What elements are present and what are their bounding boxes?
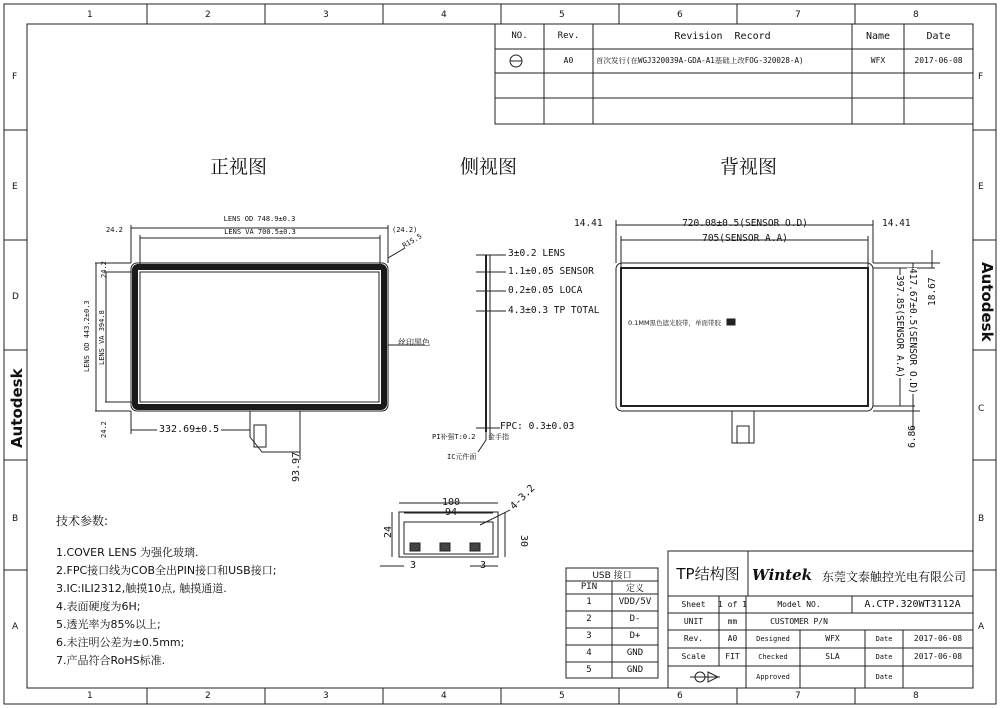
usb-def-2: D- [629,614,641,624]
back-shading-tape-note: 0.1MM黑色遮光胶带，单面带胶 [628,319,722,327]
zone-row-f-right: F [978,72,984,82]
side-loca-thickness: 0.2±0.05 LOCA [508,285,583,296]
wintek-logo: Wintek [752,566,813,584]
usb-pin-1: 1 [586,597,592,607]
zone-col-3-bottom: 3 [323,691,329,701]
zone-col-1-bottom: 1 [87,691,93,701]
zone-col-6: 6 [677,10,683,20]
autodesk-brand-left: Autodesk [8,368,26,448]
back-top-margin: 18.67 [927,277,938,306]
projection-symbol-icon [688,670,722,684]
zone-col-1: 1 [87,10,93,20]
zone-row-c-right: C [978,404,985,414]
rev-header-rev: Rev. [557,31,580,41]
usb-def-4: GND [626,648,644,658]
approved-date-label: Date [875,672,893,681]
back-right-margin: 14.41 [882,218,911,229]
rev-value: A0 [727,634,738,643]
checked-label: Checked [758,652,788,661]
side-lens-thickness: 3±0.2 LENS [508,248,566,259]
front-silk-print-note: 丝印黑色 [398,338,430,347]
title-block-title: TP结构图 [676,565,740,583]
rev-row1-name: WFX [870,56,886,65]
front-radius: R15.5 [401,232,424,250]
side-pi-stiffener: PI补强T:0.2 [432,433,476,441]
tech-param-1: 1.COVER LENS 为强化玻璃. [56,546,199,559]
model-label: Model NO. [777,599,821,609]
usb-pin-5: 5 [586,664,592,675]
unit-value: mm [727,616,738,626]
rev-header-date: Date [926,30,951,42]
zone-row-f: F [12,72,18,82]
unit-label: UNIT [683,616,704,626]
fpc-width-inner: 94 [445,507,458,518]
checked-date: 2017-06-08 [913,652,963,661]
rev-row1-date: 2017-06-08 [914,56,963,65]
usb-header-def: 定义 [625,584,644,594]
fpc-left: 3 [410,560,417,571]
zone-col-5: 5 [559,10,565,20]
side-ic-face: IC元件面 [447,453,477,461]
zone-col-4-bottom: 4 [441,691,447,701]
usb-header-pin: PIN [580,582,598,592]
revision-symbol-icon [510,55,522,67]
zone-row-a-right: A [978,622,985,632]
side-gold-finger: 金手指 [488,433,509,441]
front-margin-bottom: 24.2 [100,421,108,438]
zone-row-d: D [12,292,19,302]
fpc-angle: 4-3.2 [508,483,538,513]
approved-label: Approved [756,672,790,681]
zone-col-3: 3 [323,10,329,20]
checked-date-label: Date [875,652,893,661]
usb-table-title: USB 接口 [592,571,632,581]
back-left-margin: 14.41 [574,218,603,229]
rev-header-no: NO. [511,31,528,41]
zone-col-4: 4 [441,10,447,20]
front-lens-od-width: LENS OD 748.9±0.3 [223,214,296,223]
rev-header-name: Name [865,30,891,42]
fpc-right: 3 [480,560,487,571]
usb-pin-4: 4 [586,648,592,658]
front-margin-left: 24.2 [106,226,123,234]
back-view-title: 背视图 [720,156,778,178]
back-sensor-od-width: 720.08±0.5(SENSOR O.D) [682,218,808,230]
front-lens-od-height: LENS OD 443.2±0.3 [83,300,91,372]
designed-date: 2017-06-08 [913,634,963,643]
rev-header-record: Revision Record [674,30,771,42]
front-fpc-offset: 332.69±0.5 [159,424,220,435]
fpc-height: 24 [383,525,394,538]
tech-param-4: 4.表面硬度为6H; [56,600,141,613]
zone-row-b-right: B [978,514,985,524]
back-sensor-od-height: 417.67±0.5(SENSOR O.D) [907,268,918,394]
rev-row1-record: 首次发行(在WGJ320039A-GDA-A1基础上改FOG-320028-A) [596,57,804,65]
usb-def-3: D+ [629,631,641,641]
tech-param-2: 2.FPC接口线为COB全出PIN接口和USB接口; [56,564,277,577]
side-fpc-thickness: FPC: 0.3±0.03 [500,421,575,432]
back-sensor-aa-width: 705(SENSOR A.A) [702,233,788,245]
fpc-side: 30 [518,535,529,548]
zone-col-8-bottom: 8 [913,691,919,701]
sheet-value: 1 of 1 [718,599,747,609]
tech-param-5: 5.透光率为85%以上; [56,618,161,631]
rev-row1-rev: A0 [563,56,574,65]
back-bottom-margin: 6.86 [907,425,918,448]
zone-col-7: 7 [795,10,801,20]
usb-def-5: GND [626,664,644,675]
tech-params-title: 技术参数: [56,514,109,528]
usb-pin-3: 3 [586,631,592,641]
zone-col-6-bottom: 6 [677,691,683,701]
side-sensor-thickness: 1.1±0.05 SENSOR [508,266,594,277]
zone-row-e: E [12,182,18,192]
side-tp-total: 4.3±0.3 TP TOTAL [508,305,600,316]
tech-param-6: 6.未注明公差为±0.5mm; [56,636,185,649]
fpc-width-outer: 100 [442,497,461,508]
front-view-title: 正视图 [210,156,268,178]
zone-row-b: B [12,514,19,524]
side-view-title: 侧视图 [460,156,518,178]
front-lens-va-height: LENS VA 394.8 [98,310,106,365]
front-fpc-length: 93.97 [291,451,302,482]
zone-row-a: A [12,622,19,632]
customer-pn-label: CUSTOMER P/N [770,616,828,626]
zone-row-e-right: E [978,182,984,192]
zone-col-5-bottom: 5 [559,691,565,701]
designed-date-label: Date [875,634,893,643]
front-margin-top: 24.2 [100,261,108,278]
zone-col-7-bottom: 7 [795,691,801,701]
sheet-label: Sheet [681,599,706,609]
front-lens-va-width: LENS VA 700.5±0.3 [224,227,296,236]
tech-param-3: 3.IC:ILI2312,触摸10点, 触摸通道. [56,582,227,595]
scale-label: Scale [681,652,706,661]
zone-col-8: 8 [913,10,919,20]
checked-value: SLA [825,652,840,661]
usb-def-1: VDD/5V [618,597,652,607]
company-name: 东莞文泰触控光电有限公司 [822,570,967,584]
model-value: A.CTP.320WT3112A [864,598,961,610]
scale-value: FIT [725,652,740,661]
zone-col-2: 2 [205,10,211,20]
autodesk-brand-right: Autodesk [978,262,996,342]
designed-label: Designed [756,634,790,643]
designed-value: WFX [825,634,840,643]
rev-label: Rev. [683,634,704,643]
zone-col-2-bottom: 2 [205,691,211,701]
usb-pin-2: 2 [586,614,592,624]
front-margin-right: (24.2) [392,226,418,234]
tech-param-7: 7.产品符合RoHS标准. [56,654,166,667]
back-sensor-aa-height: 397.85(SENSOR A.A) [894,275,905,378]
